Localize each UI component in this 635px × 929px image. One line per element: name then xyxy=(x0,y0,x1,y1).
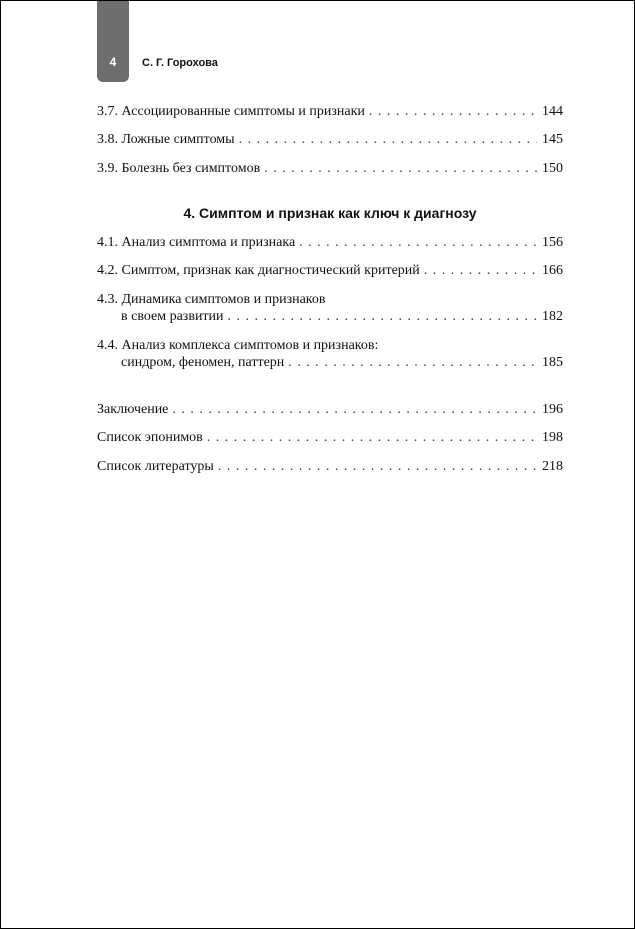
toc-entry-title: Список эпонимов xyxy=(97,430,203,445)
page-number: 4 xyxy=(109,55,117,69)
toc-entry-eponyms[interactable] xyxy=(97,429,563,446)
leader-dots xyxy=(288,354,537,371)
toc-entry-page: 182 xyxy=(542,309,563,324)
toc-entry-title-line2: в своем развитии xyxy=(121,309,224,324)
leader-dots xyxy=(172,401,537,418)
toc-entry-title-line1: 4.4. Анализ комплекса симптомов и признаков: xyxy=(97,338,379,353)
toc-entry-page: 145 xyxy=(542,132,563,147)
leader-dots xyxy=(239,131,537,148)
toc-entry-3-8[interactable] xyxy=(97,131,563,148)
running-head-author: С. Г. Горохова xyxy=(142,57,218,69)
toc-entry-page: 144 xyxy=(542,104,563,119)
toc-entry-page: 196 xyxy=(542,402,563,417)
toc-entry-conclusion[interactable] xyxy=(97,401,563,418)
toc-entry-page: 185 xyxy=(542,355,563,370)
toc-entry-4-4[interactable] xyxy=(97,337,563,371)
toc-entry-title: Заключение xyxy=(97,402,169,417)
leader-dots xyxy=(369,103,537,120)
leader-dots xyxy=(424,262,537,279)
toc-entry-title-line2: синдром, феномен, паттерн xyxy=(121,355,285,370)
toc-entry-4-2[interactable] xyxy=(97,262,563,279)
leader-dots xyxy=(207,429,537,446)
toc-entry-4-3[interactable] xyxy=(97,291,563,325)
leader-dots xyxy=(228,308,537,325)
toc-entry-3-7[interactable] xyxy=(97,103,563,120)
section-heading-4[interactable]: 4. Симптом и признак как ключ к диагнозу xyxy=(183,205,477,221)
toc-entry-title: 3.8. Ложные симптомы xyxy=(97,132,235,147)
leader-dots xyxy=(264,160,537,177)
toc-entry-title: 3.7. Ассоциированные симптомы и признаки xyxy=(97,104,365,119)
toc-entry-page: 218 xyxy=(542,459,563,474)
page-number-tab xyxy=(97,1,129,82)
toc-entry-title: 4.1. Анализ симптома и признака xyxy=(97,235,296,250)
toc-entry-4-1[interactable] xyxy=(97,234,563,251)
toc-entry-3-9[interactable] xyxy=(97,160,563,177)
toc-entry-page: 156 xyxy=(542,235,563,250)
toc-entry-page: 166 xyxy=(542,263,563,278)
toc-entry-title: 3.9. Болезнь без симптомов xyxy=(97,161,261,176)
toc-entry-title: Список литературы xyxy=(97,459,214,474)
toc-entry-title: 4.2. Симптом, признак как диагностический критерий xyxy=(97,263,420,278)
leader-dots xyxy=(218,458,537,475)
toc-entry-page: 150 xyxy=(542,161,563,176)
leader-dots xyxy=(299,234,537,251)
toc-entry-page: 198 xyxy=(542,430,563,445)
toc-entry-title-line1: 4.3. Динамика симптомов и признаков xyxy=(97,292,326,307)
toc-entry-references[interactable] xyxy=(97,458,563,475)
